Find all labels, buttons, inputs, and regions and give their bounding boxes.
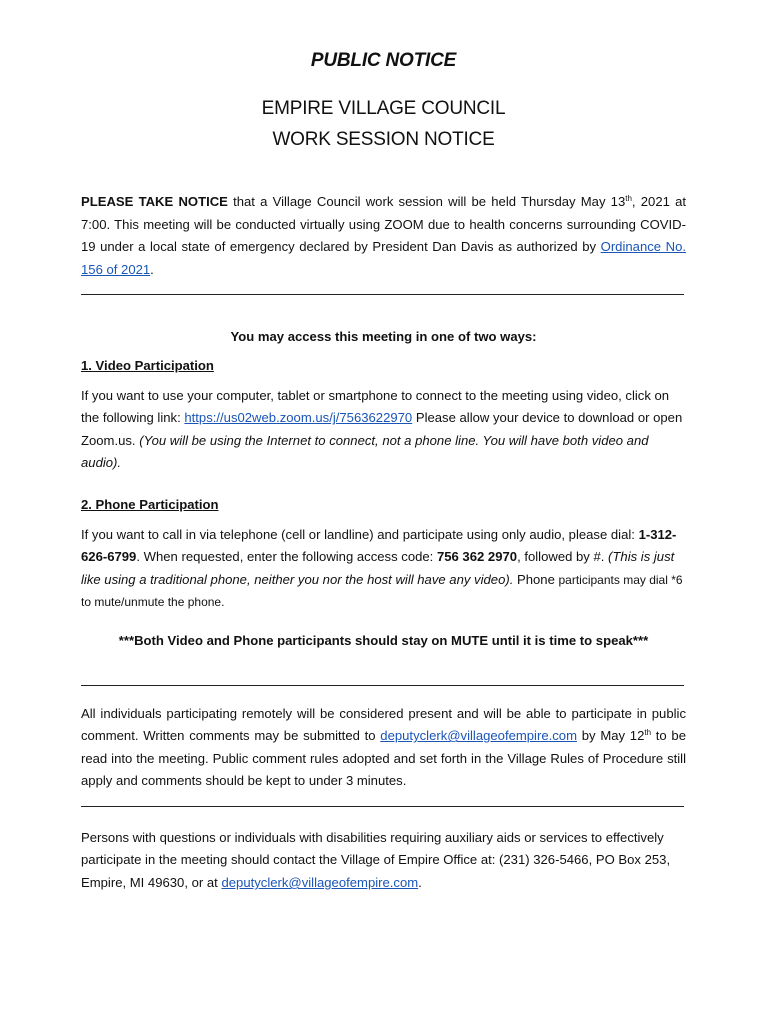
- comment-sup: th: [644, 728, 652, 738]
- video-heading: 1. Video Participation: [81, 357, 214, 373]
- intro-text-2: , 2021 at 7:00. This meeting will be conducted virtually using ZOOM due to health concerns surrounding COVID-19 under a local state of emergency declared by President Dan Davis as authorized by: [81, 194, 686, 255]
- phone-text-1: If you want to call in via telephone (cell or landline) and participate using only audio, please dial:: [81, 526, 639, 542]
- access-code: 756 362 2970: [436, 549, 518, 565]
- council-name: EMPIRE VILLAGE COUNCIL: [261, 98, 506, 119]
- video-text-2: Please allow your device to download or open Zoom.us.: [81, 410, 683, 448]
- mute-instructions: participants may dial *6 to mute/unmute the phone.: [81, 572, 683, 610]
- ways-heading: You may access this meeting in one of two ways:: [230, 329, 537, 345]
- video-note: (You will be using the Internet to connect, not a phone line. You will have both video and audio).: [81, 432, 649, 471]
- intro-lead: PLEASE TAKE NOTICE: [81, 194, 228, 209]
- questions-text-2: .: [418, 875, 422, 891]
- comment-text-2: by May 12: [577, 728, 645, 744]
- phone-text-2: . When requested, enter the following access code:: [136, 549, 437, 565]
- questions-paragraph: [81, 827, 686, 895]
- divider: [81, 685, 684, 686]
- mute-notice: ***Both Video and Phone participants should stay on MUTE until it is time to speak***: [118, 632, 649, 648]
- intro-sup: th: [625, 194, 632, 203]
- public-comment-paragraph: [81, 703, 686, 793]
- phone-number: 1-312-626-6799: [81, 526, 677, 565]
- phone-paragraph: [81, 524, 686, 614]
- clerk-email-link-2[interactable]: deputyclerk@villageofempire.com: [221, 875, 419, 891]
- page-title: PUBLIC NOTICE: [310, 50, 457, 71]
- questions-text-1: Persons with questions or individuals with disabilities requiring auxiliary aids or services to effectively participate in the meeting should contact the Village of Empire Office at: (231) 326-5466, PO Box 253, Empire, MI 49630, or at: [81, 829, 671, 891]
- phone-text-4: Phone: [513, 571, 559, 587]
- comment-text-3: to be read into the meeting. Public comment rules adopted and set forth in the Village Rules of Procedure still apply and comments should be kept to under 3 minutes.: [81, 728, 686, 789]
- phone-heading: 2. Phone Participation: [81, 496, 219, 512]
- clerk-email-link[interactable]: deputyclerk@villageofempire.com: [380, 728, 577, 744]
- subtitle-block: [81, 93, 686, 155]
- notice-content: [81, 48, 686, 895]
- phone-text-3: , followed by #.: [517, 549, 609, 565]
- divider: [81, 806, 684, 807]
- divider: [81, 294, 684, 295]
- zoom-link[interactable]: https://us02web.zoom.us/j/7563622970: [184, 410, 413, 426]
- video-text-1: If you want to use your computer, tablet or smartphone to connect to the meeting using video, click on the following link:: [81, 387, 670, 426]
- ordinance-link[interactable]: Ordinance No. 156 of 2021: [81, 239, 686, 277]
- session-type: WORK SESSION NOTICE: [272, 129, 495, 150]
- intro-paragraph: [81, 191, 686, 281]
- video-paragraph: [81, 385, 686, 475]
- intro-text-1: that a Village Council work session will be held Thursday May 13: [227, 194, 626, 209]
- phone-note: (This is just like using a traditional phone, neither you nor the host will have any video).: [81, 549, 675, 587]
- intro-text-3: .: [150, 261, 154, 277]
- comment-text-1: All individuals participating remotely will be considered present and will be able to participate in public comment. Written comments may be submitted to: [81, 705, 686, 744]
